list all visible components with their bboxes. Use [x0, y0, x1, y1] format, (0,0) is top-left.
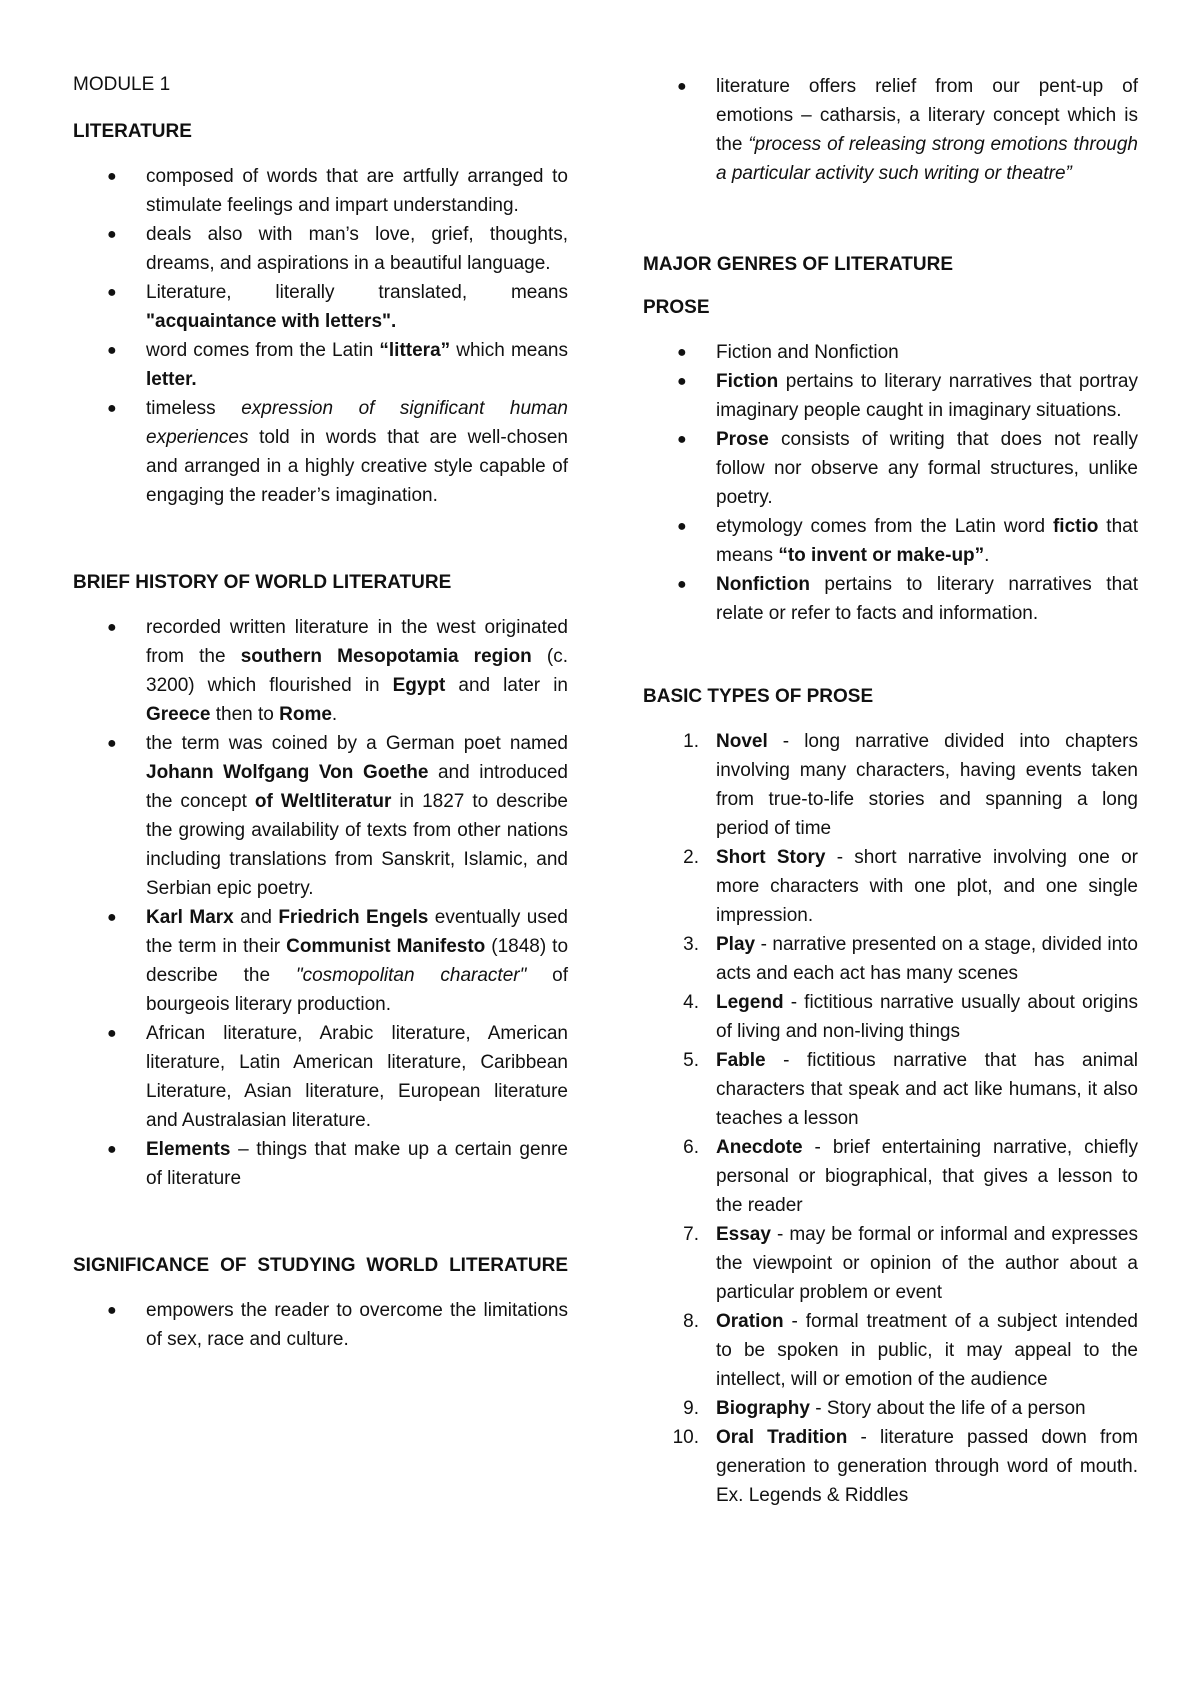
bullet-icon: ● — [677, 431, 687, 448]
italic-text: expression of significant human experiences — [146, 398, 568, 448]
bold-text: "acquaintance with letters". — [146, 311, 397, 332]
bullet-icon: ● — [107, 226, 117, 243]
numbered-item — [643, 1394, 1138, 1423]
bold-text: Nonfiction — [716, 574, 810, 595]
text-run: pertains to literary narratives that relate or refer to facts and information. — [716, 574, 1138, 624]
italic-text: “process of releasing strong emotions through a particular activity such writing or theatre” — [716, 134, 1138, 184]
bold-text: Friedrich Engels — [278, 907, 429, 928]
bold-text: letter. — [146, 369, 197, 390]
text-run: eventually used the term in their — [146, 907, 568, 957]
literature-heading: LITERATURE — [73, 121, 192, 142]
bold-text: Short Story — [716, 847, 826, 868]
bold-text: Egypt — [392, 675, 446, 696]
text-run: and — [233, 907, 279, 928]
text-run: - brief entertaining narrative, chiefly personal or biographical, that gives a lesson to the reader — [716, 1137, 1138, 1216]
text-run: and later in — [445, 675, 568, 696]
bullet-icon: ● — [107, 168, 117, 185]
numbered-item — [643, 988, 1138, 1046]
bold-text: Johann Wolfgang Von Goethe — [146, 762, 429, 783]
history-list — [107, 613, 569, 1193]
bullet-icon: ● — [677, 78, 687, 95]
item-number: 2. — [683, 847, 699, 868]
bullet-icon: ● — [107, 342, 117, 359]
text-run: - narrative presented on a stage, divided into acts and each act has many scenes — [716, 934, 1138, 984]
text-run: and introduced the concept — [146, 762, 568, 812]
bold-text: Fable — [716, 1050, 766, 1071]
numbered-item — [643, 1220, 1138, 1307]
bold-text: Prose — [716, 429, 769, 450]
left-column — [73, 70, 568, 1354]
text-run: Fiction and Nonfiction — [716, 342, 899, 363]
bullet-icon: ● — [107, 909, 117, 926]
catharsis-list — [677, 72, 1138, 188]
significance-list — [107, 1296, 568, 1354]
bold-text: Greece — [146, 704, 211, 725]
bullet-icon: ● — [107, 1025, 117, 1042]
bullet-icon: ● — [107, 1302, 117, 1319]
text-run: told in words that are well-chosen and arranged in a highly creative style capable of engaging the reader’s imagination. — [146, 427, 568, 506]
text-run: - may be formal or informal and expresses the viewpoint or opinion of the author about a particular problem or event — [716, 1224, 1138, 1303]
bold-text: of Weltliteratur — [254, 791, 392, 812]
bold-text: fictio — [1052, 516, 1099, 537]
text-run: . — [331, 704, 338, 725]
text-run: consists of writing that does not really follow nor observe any formal structures, unlike poetry. — [716, 429, 1138, 508]
text-run: empowers the reader to overcome the limitations of sex, race and culture. — [146, 1300, 568, 1350]
genres-heading: MAJOR GENRES OF LITERATURE — [643, 254, 953, 275]
numbered-item — [643, 1133, 1138, 1220]
bullet-icon: ● — [107, 1141, 117, 1158]
bullet-icon: ● — [677, 373, 687, 390]
text-run: then to — [210, 704, 280, 725]
text-run: - Story about the life of a person — [809, 1398, 1086, 1419]
text-run: African literature, Arabic literature, American literature, Latin American literature, Caribbean Literature, Asian literature, European literature and Australasian literature. — [146, 1023, 568, 1131]
list-item — [643, 367, 1138, 425]
literature-list — [107, 162, 568, 510]
numbered-item — [643, 727, 1138, 843]
text-run: pertains to literary narratives that portray imaginary people caught in imaginary situations. — [716, 371, 1138, 421]
list-item — [73, 729, 568, 903]
item-number: 7. — [683, 1224, 699, 1245]
significance-heading: SIGNIFICANCE OF STUDYING WORLD LITERATURE — [73, 1255, 568, 1276]
bullet-icon: ● — [677, 576, 687, 593]
numbered-item — [643, 930, 1138, 988]
right-column — [643, 72, 1138, 1510]
text-run: which means — [450, 340, 568, 361]
history-heading: BRIEF HISTORY OF WORLD LITERATURE — [73, 572, 452, 593]
prose-list — [677, 338, 1138, 628]
item-number: 9. — [683, 1398, 699, 1419]
text-run: - literature passed down from generation to generation through word of mouth. Ex. Legends & Riddles — [716, 1427, 1138, 1506]
text-run: literature offers relief from our pent-up of emotions – catharsis, a literary concept which is the — [716, 76, 1138, 155]
bold-text: Karl Marx — [146, 907, 234, 928]
prose-heading: PROSE — [643, 297, 710, 318]
bold-text: Essay — [716, 1224, 771, 1245]
bold-text: Legend — [716, 992, 784, 1013]
bold-text: Play — [716, 934, 756, 955]
list-item — [73, 903, 568, 1019]
item-number: 5. — [683, 1050, 699, 1071]
item-number: 6. — [683, 1137, 699, 1158]
list-item — [643, 425, 1138, 512]
bold-text: Oration — [716, 1311, 784, 1332]
numbered-item — [643, 843, 1138, 930]
text-run: timeless — [146, 398, 242, 419]
text-run: - long narrative divided into chapters involving many characters, having events taken from true-to-life stories and spanning a long period of time — [716, 731, 1138, 839]
bold-text: “to invent or make-up” — [778, 545, 985, 566]
list-item — [73, 1135, 568, 1193]
prose-types-list — [672, 727, 1139, 1510]
text-run: deals also with man’s love, grief, thoughts, dreams, and aspirations in a beautiful language. — [146, 224, 568, 274]
bold-text: Oral Tradition — [716, 1427, 848, 1448]
item-number: 4. — [683, 992, 699, 1013]
module-label: MODULE 1 — [73, 74, 171, 95]
list-item — [73, 1296, 568, 1354]
bullet-icon: ● — [107, 284, 117, 301]
bullet-icon: ● — [677, 344, 687, 361]
list-item — [643, 72, 1138, 188]
text-run: the term was coined by a German poet named — [146, 733, 568, 754]
text-run: (1848) to describe the — [146, 936, 569, 986]
bold-text: southern Mesopotamia region — [240, 646, 532, 667]
bullet-icon: ● — [107, 735, 117, 752]
bold-text: Communist Manifesto — [286, 936, 486, 957]
text-run: . — [984, 545, 990, 566]
list-item — [73, 278, 568, 336]
numbered-item — [643, 1046, 1138, 1133]
list-item — [643, 512, 1138, 570]
text-run: (c. 3200) which flourished in — [146, 646, 568, 696]
list-item — [73, 162, 568, 220]
bold-text: Rome — [279, 704, 332, 725]
bullet-icon: ● — [107, 400, 117, 417]
bold-text: Novel — [716, 731, 768, 752]
list-item — [73, 336, 568, 394]
text-run: composed of words that are artfully arranged to stimulate feelings and impart understanding. — [146, 166, 568, 216]
item-number: 1. — [683, 731, 699, 752]
bold-text: Fiction — [716, 371, 779, 392]
prose-types-heading: BASIC TYPES OF PROSE — [643, 686, 874, 707]
text-run: in 1827 to describe the growing availability of texts from other nations including translations from Sanskrit, Islamic, and Serbian epic poetry. — [146, 791, 568, 899]
numbered-item — [643, 1307, 1138, 1394]
list-item — [643, 570, 1138, 628]
list-item — [73, 394, 568, 510]
text-run: – things that make up a certain genre of literature — [146, 1139, 568, 1189]
text-run: word comes from the Latin — [146, 340, 380, 361]
text-run: recorded written literature in the west originated from the — [146, 617, 568, 667]
text-run: - formal treatment of a subject intended to be spoken in public, it may appeal to the intellect, will or emotion of the audience — [716, 1311, 1138, 1390]
list-item — [73, 613, 568, 729]
list-item — [643, 338, 1138, 367]
numbered-item — [643, 1423, 1138, 1510]
text-run: etymology comes from the Latin word — [716, 516, 1053, 537]
bullet-icon: ● — [107, 619, 117, 636]
text-run: - fictitious narrative that has animal characters that speak and act like humans, it also teaches a lesson — [716, 1050, 1138, 1129]
item-number: 8. — [683, 1311, 699, 1332]
bold-text: Anecdote — [716, 1137, 803, 1158]
bold-text: Biography — [716, 1398, 810, 1419]
text-run: - short narrative involving one or more characters with one plot, and one single impression. — [716, 847, 1139, 926]
item-number: 10. — [672, 1427, 699, 1448]
text-run: - fictitious narrative usually about origins of living and non-living things — [716, 992, 1138, 1042]
bold-text: Elements — [146, 1139, 231, 1160]
bullet-icon: ● — [677, 518, 687, 535]
text-run: that means — [716, 516, 1138, 566]
italic-text: "cosmopolitan character" — [295, 965, 527, 986]
bold-text: “littera” — [379, 340, 451, 361]
text-run: Literature, literally translated, means — [146, 282, 568, 303]
text-run: of bourgeois literary production. — [146, 965, 569, 1015]
list-item — [73, 1019, 568, 1135]
item-number: 3. — [683, 934, 699, 955]
list-item — [73, 220, 568, 278]
